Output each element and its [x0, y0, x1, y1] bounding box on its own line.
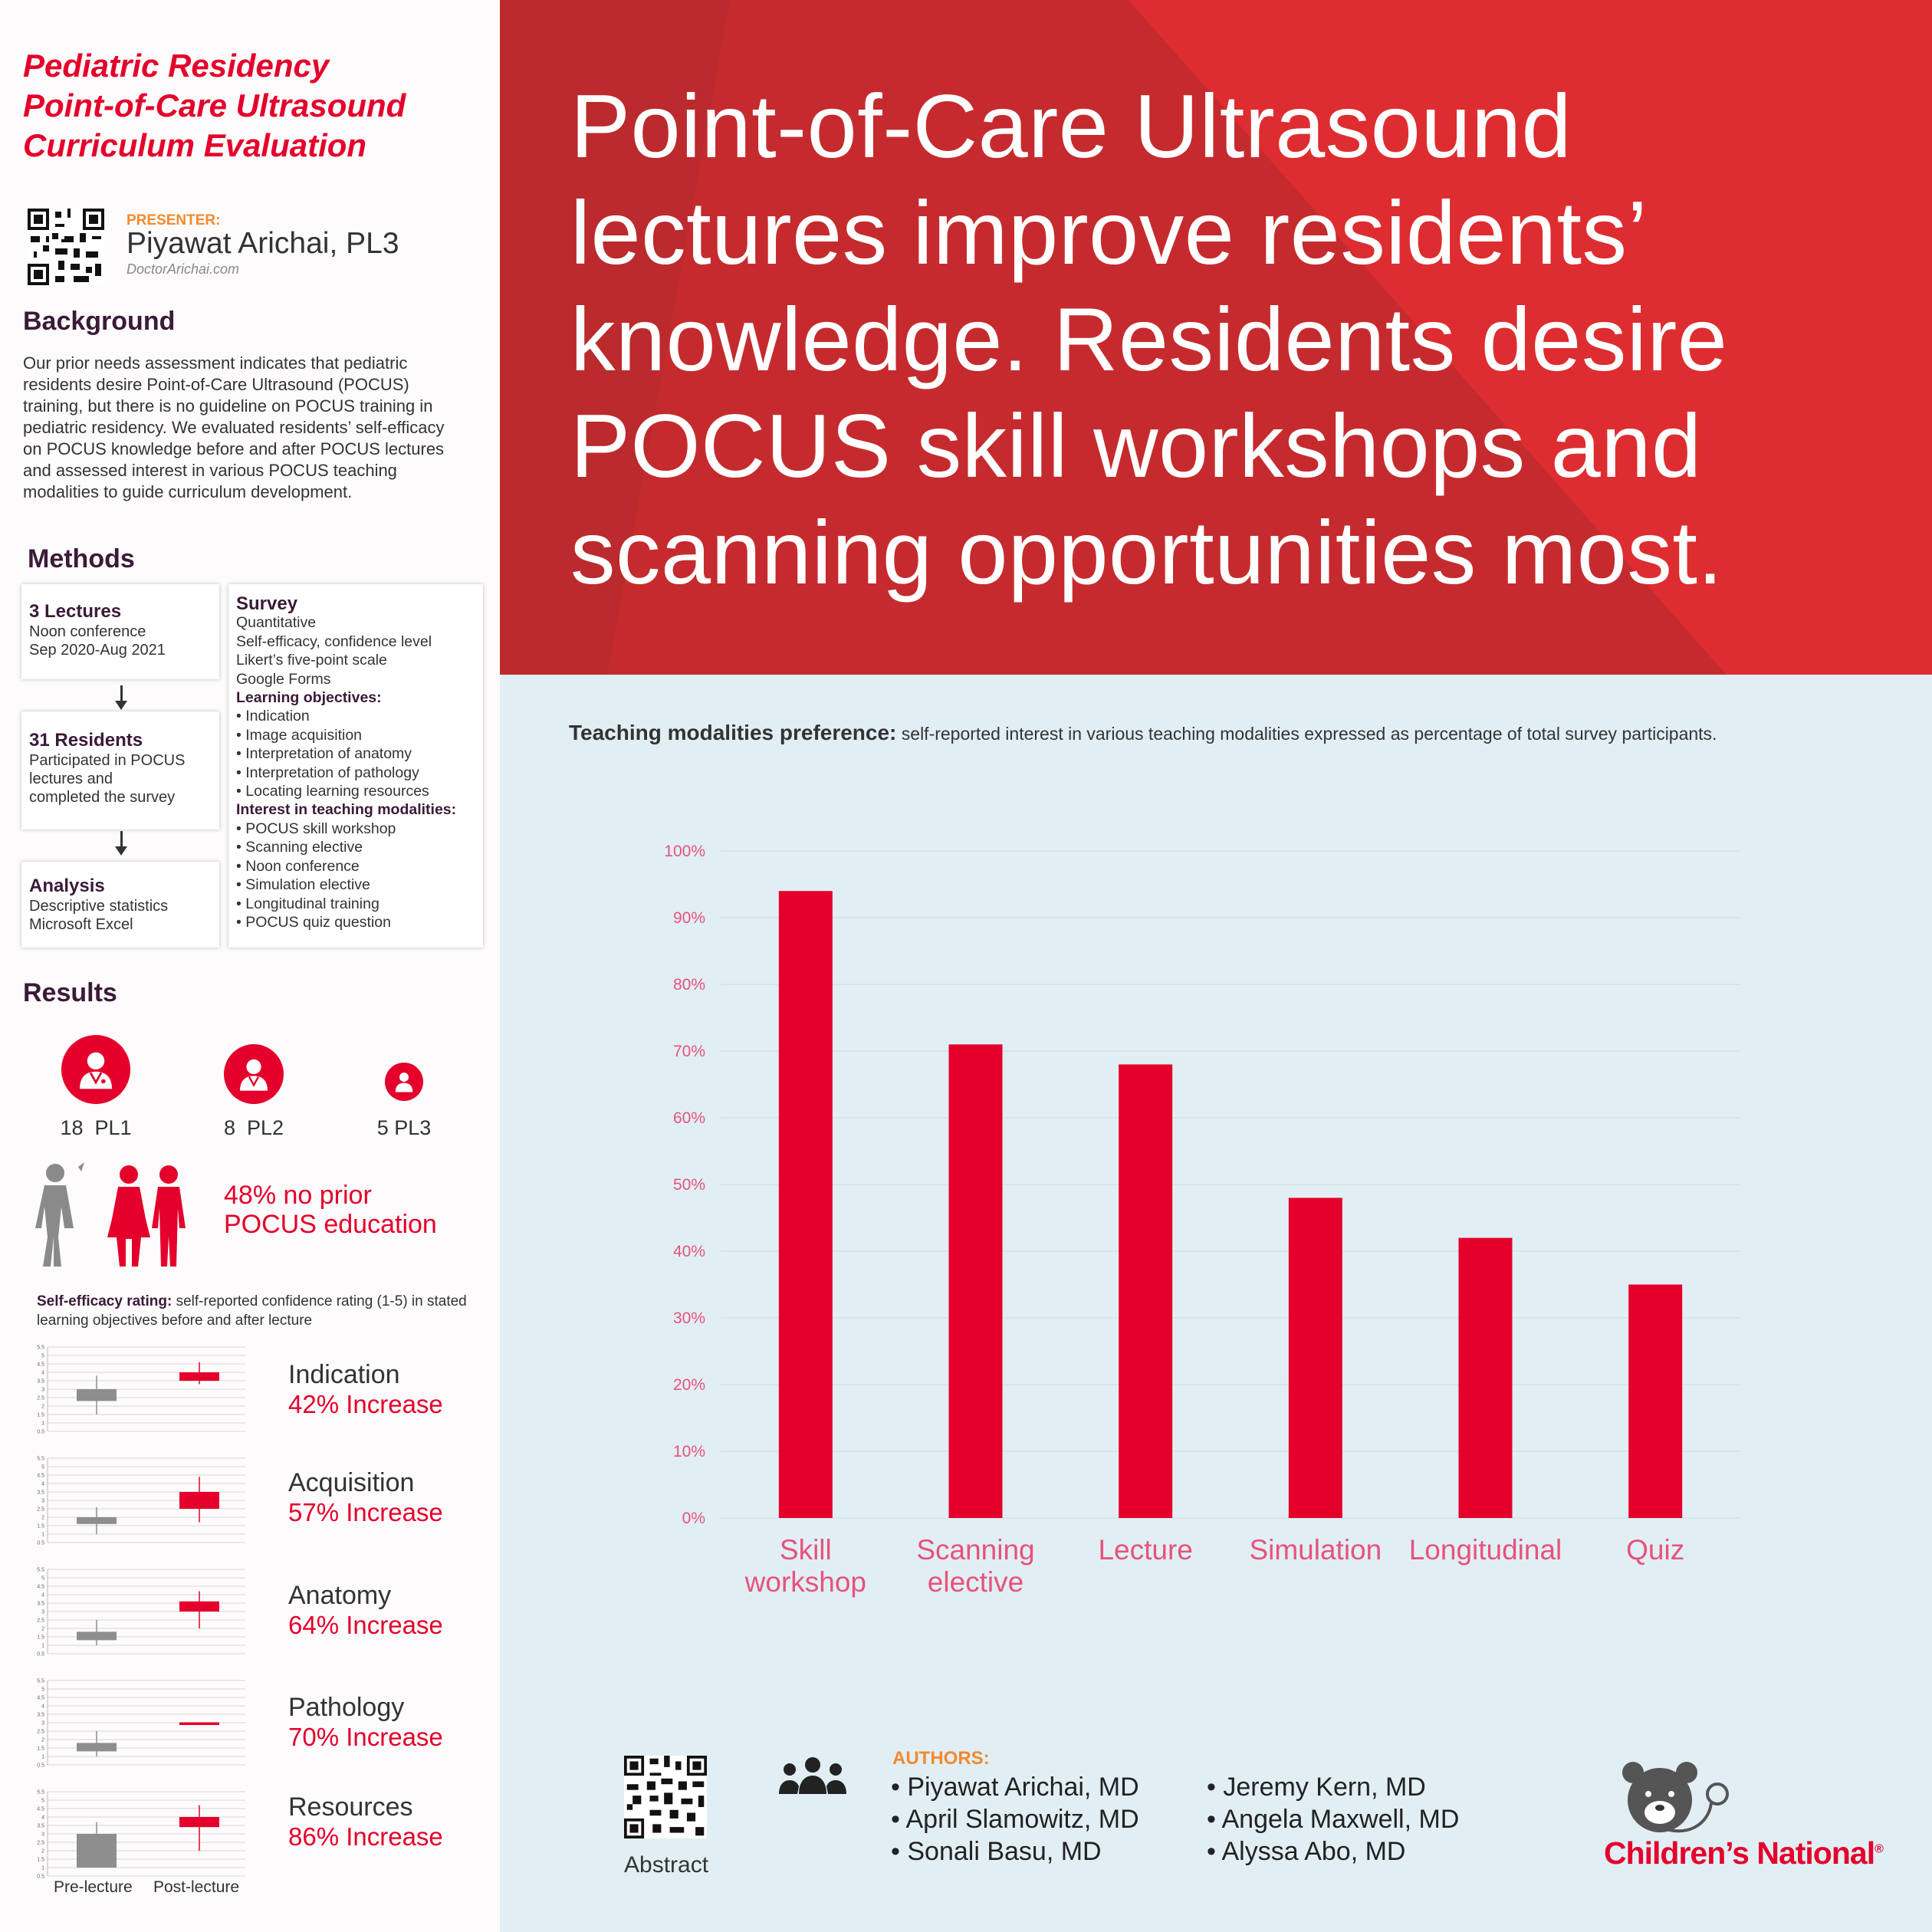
- x-tick-label: Skill: [779, 1534, 832, 1566]
- y-tick-label: 5.5: [37, 1678, 44, 1684]
- list-item: • Locating learning resources: [236, 782, 483, 800]
- y-tick-label: 5.5: [37, 1567, 44, 1573]
- y-tick-label: 4: [41, 1481, 44, 1487]
- pre-box: [77, 1389, 117, 1401]
- background-text: Our prior needs assessment indicates that pediatric residents desire Point-of-Care Ultrasound (POCUS) training, but there is no guideline on POCUS training in pediatric residency. We evaluated residents’ self-efficacy on POCUS knowledge before and after POCUS lectures and assessed interest in various POCUS teaching modalities to guide curriculum development.: [23, 353, 445, 501]
- presenter-label: PRESENTER:: [127, 212, 221, 228]
- y-tick-label: 0.5: [37, 1429, 44, 1435]
- pl1-count: 18 PL1: [60, 1116, 132, 1139]
- residents-title: 31 Residents: [29, 730, 143, 751]
- y-tick-label: 2.5: [37, 1618, 44, 1624]
- x-tick-label: workshop: [744, 1566, 867, 1598]
- y-tick-label: 0.5: [37, 1651, 44, 1658]
- y-tick-label: 1.5: [37, 1635, 44, 1641]
- pl2-count: 8 PL2: [223, 1116, 284, 1139]
- y-tick-label: 4.5: [37, 1362, 44, 1368]
- y-tick-label: 4.5: [37, 1584, 44, 1590]
- pl1-doctor-icon: [61, 1035, 130, 1104]
- y-tick-label: 1.5: [37, 1746, 44, 1752]
- poster-title: Pediatric Residency Point-of-Care Ultrasound Curriculum Evaluation: [23, 48, 406, 163]
- chart-panel: [500, 675, 1932, 1932]
- bar: [1119, 1064, 1172, 1518]
- y-tick-label: 20%: [672, 1376, 705, 1394]
- x-tick-label: Simulation: [1249, 1534, 1382, 1566]
- lectures-title: 3 Lectures: [29, 601, 122, 622]
- objective-anatomy: Anatomy 64% Increase: [288, 1581, 443, 1639]
- y-tick-label: 0.5: [37, 1874, 44, 1880]
- analysis-card: Analysis Descriptive statistics Microsoft Excel: [21, 862, 219, 948]
- y-tick-label: 2.5: [37, 1840, 44, 1846]
- objective-resources: Resources 86% Increase: [288, 1792, 443, 1851]
- y-tick-label: 50%: [672, 1176, 705, 1194]
- survey-card: Survey Quantitative Self-efficacy, confidence level Likert’s five-point scale Google Forms Learning objectives: • Indication • Image acquisition • Interpretation of anatomy • Interpretation of pathology • Locating learning resources Interest in teaching modalities: • POCUS skill workshop • Scanning elective • Noon conference • Simulation elective • Longitudinal training • POCUS quiz question: [228, 584, 483, 948]
- qr-code-icon: [28, 209, 104, 285]
- list-item: • Indication: [236, 707, 483, 725]
- results-heading: Results: [23, 978, 117, 1007]
- bar: [1628, 1285, 1682, 1519]
- flow-arrow: [120, 831, 123, 848]
- pl2-doctor-icon: [224, 1044, 284, 1104]
- methods-heading: Methods: [28, 544, 135, 573]
- author-item: • Sonali Basu, MD: [891, 1837, 1102, 1866]
- y-tick-label: 70%: [672, 1043, 705, 1060]
- self-efficacy-title: Self-efficacy rating: self-reported confidence rating (1-5) in stated learning objectives before and after lecture: [37, 1293, 467, 1329]
- y-tick-label: 3.5: [37, 1823, 44, 1829]
- doctor-icon: [393, 1070, 416, 1093]
- y-tick-label: 2: [41, 1848, 44, 1855]
- list-item: • Longitudinal training: [236, 895, 483, 913]
- y-tick-label: 2: [41, 1404, 44, 1410]
- objective-indication: Indication 42% Increase: [288, 1360, 443, 1418]
- author-item: • April Slamowitz, MD: [891, 1805, 1139, 1834]
- y-tick-label: 2.5: [37, 1395, 44, 1401]
- y-tick-label: 5: [41, 1687, 44, 1693]
- abstract-label: Abstract: [624, 1852, 709, 1878]
- post-box: [179, 1817, 219, 1827]
- list-item: • Interpretation of pathology: [236, 764, 483, 782]
- y-tick-label: 2.5: [37, 1729, 44, 1735]
- y-tick-label: 5: [41, 1353, 44, 1359]
- y-tick-label: 100%: [664, 843, 705, 860]
- bear-logo-icon: [1616, 1757, 1746, 1843]
- author-item: • Angela Maxwell, MD: [1207, 1805, 1460, 1834]
- x-tick-label: Quiz: [1626, 1534, 1685, 1566]
- y-tick-label: 60%: [672, 1109, 705, 1127]
- post-box: [179, 1372, 219, 1381]
- bar: [949, 1044, 1003, 1518]
- y-tick-label: 5: [41, 1798, 44, 1804]
- pre-box: [77, 1743, 117, 1751]
- y-tick-label: 2.5: [37, 1506, 44, 1513]
- background-heading: Background: [23, 307, 176, 336]
- y-tick-label: 1.5: [37, 1857, 44, 1863]
- arrow-down-icon: [115, 701, 127, 710]
- abstract-qr-code-icon[interactable]: [624, 1756, 707, 1838]
- y-tick-label: 5.5: [37, 1345, 44, 1351]
- bar: [1459, 1238, 1513, 1518]
- list-item: • Image acquisition: [236, 726, 483, 744]
- y-tick-label: 4.5: [37, 1473, 44, 1479]
- x-tick-label: Lecture: [1098, 1534, 1193, 1566]
- y-tick-label: 5.5: [37, 1456, 44, 1462]
- person-icon: [31, 1161, 192, 1268]
- y-tick-label: 3: [41, 1720, 44, 1727]
- y-tick-label: 3: [41, 1609, 44, 1615]
- chart-caption: Teaching modalities preference: self-reported interest in various teaching modalities expressed as percentage of total survey participants.: [569, 721, 1717, 744]
- list-item: • Scanning elective: [236, 838, 483, 856]
- y-tick-label: 3: [41, 1832, 44, 1838]
- qr-code-icon: [624, 1756, 707, 1838]
- y-tick-label: 5: [41, 1464, 44, 1470]
- list-item: • Simulation elective: [236, 876, 483, 894]
- y-tick-label: 1: [41, 1865, 44, 1871]
- y-tick-label: 3.5: [37, 1378, 44, 1385]
- headline-banner: [500, 0, 1932, 675]
- author-item: • Alyssa Abo, MD: [1207, 1837, 1406, 1866]
- y-tick-label: 3.5: [37, 1712, 44, 1718]
- teaching-modalities-bar-chart: [500, 675, 1932, 1687]
- y-tick-label: 0.5: [37, 1763, 44, 1769]
- objective-pathology: Pathology 70% Increase: [288, 1693, 443, 1751]
- list-item: • POCUS skill workshop: [236, 820, 483, 838]
- y-tick-label: 2: [41, 1515, 44, 1521]
- survey-title: Survey: [236, 593, 298, 614]
- y-tick-label: 2: [41, 1626, 44, 1632]
- left-column: [0, 0, 500, 1932]
- authors-column-1: [891, 1771, 1139, 1868]
- doctor-icon: [235, 1056, 272, 1092]
- bar: [779, 891, 833, 1518]
- y-tick-label: 4: [41, 1815, 44, 1821]
- group-icon: [777, 1756, 848, 1796]
- childrens-national-logo: Children’s National®: [1604, 1835, 1883, 1871]
- objective-acquisition: Acquisition 57% Increase: [288, 1468, 443, 1526]
- y-tick-label: 5.5: [37, 1789, 44, 1796]
- y-tick-label: 4: [41, 1592, 44, 1598]
- y-tick-label: 3.5: [37, 1490, 44, 1496]
- flow-arrow: [120, 685, 123, 702]
- y-tick-label: 1.5: [37, 1412, 44, 1418]
- presenter-name: Piyawat Arichai, PL3: [127, 227, 399, 260]
- y-tick-label: 3: [41, 1498, 44, 1504]
- y-tick-label: 3: [41, 1387, 44, 1393]
- list-item: • Noon conference: [236, 857, 483, 876]
- self-efficacy-box-plots: [31, 1338, 261, 1909]
- teaching-modalities-list: [236, 820, 483, 932]
- analysis-title: Analysis: [29, 876, 105, 896]
- y-tick-label: 1: [41, 1643, 44, 1649]
- pl3-count: 5 PL3: [376, 1116, 432, 1139]
- author-item: • Piyawat Arichai, MD: [891, 1773, 1139, 1802]
- pre-lecture-label: Pre-lecture: [54, 1878, 133, 1896]
- arrow-down-icon: [115, 846, 127, 856]
- y-tick-label: 4: [41, 1704, 44, 1710]
- y-tick-label: 4.5: [37, 1806, 44, 1812]
- y-tick-label: 4: [41, 1370, 44, 1376]
- pl3-doctor-icon: [385, 1063, 423, 1101]
- y-tick-label: 90%: [672, 909, 705, 927]
- y-tick-label: 1: [41, 1532, 44, 1538]
- headline: Point-of-Care Ultrasound lectures improve residents’ knowledge. Residents desire POCUS skill workshops and scanning opportunities most.: [570, 76, 1728, 603]
- learning-objectives-list: [236, 707, 483, 800]
- y-tick-label: 0%: [682, 1510, 705, 1527]
- y-tick-label: 1.5: [37, 1523, 44, 1530]
- pre-box: [77, 1631, 117, 1640]
- list-item: • Interpretation of anatomy: [236, 744, 483, 763]
- authors-column-2: [1207, 1771, 1459, 1868]
- residents-card: 31 Residents Participated in POCUS lectures and completed the survey: [21, 711, 219, 830]
- x-tick-label: Longitudinal: [1408, 1534, 1562, 1566]
- bar: [1289, 1198, 1342, 1518]
- y-tick-label: 0.5: [37, 1540, 44, 1546]
- y-tick-label: 10%: [672, 1443, 705, 1460]
- y-tick-label: 3.5: [37, 1601, 44, 1607]
- authors-label: AUTHORS:: [892, 1748, 990, 1769]
- presenter-website[interactable]: DoctorArichai.com: [127, 261, 240, 277]
- no-prior-stat: 48% no prior POCUS education: [224, 1181, 437, 1239]
- y-tick-label: 40%: [672, 1243, 705, 1260]
- y-tick-label: 1: [41, 1421, 44, 1427]
- y-tick-label: 4.5: [37, 1695, 44, 1701]
- y-tick-label: 2: [41, 1737, 44, 1743]
- presenter-qr-code-icon[interactable]: [28, 209, 104, 285]
- y-tick-label: 1: [41, 1754, 44, 1760]
- x-tick-label: elective: [927, 1566, 1024, 1598]
- y-tick-label: 80%: [672, 976, 705, 994]
- y-tick-label: 5: [41, 1576, 44, 1582]
- author-item: • Jeremy Kern, MD: [1207, 1773, 1426, 1802]
- pre-box: [77, 1834, 117, 1868]
- x-tick-label: Scanning: [916, 1534, 1035, 1566]
- post-lecture-label: Post-lecture: [153, 1878, 240, 1896]
- doctor-icon: [74, 1048, 117, 1091]
- lectures-card: 3 Lectures Noon conference Sep 2020-Aug 2021: [21, 584, 219, 679]
- y-tick-label: 30%: [672, 1309, 705, 1327]
- list-item: • POCUS quiz question: [236, 913, 483, 932]
